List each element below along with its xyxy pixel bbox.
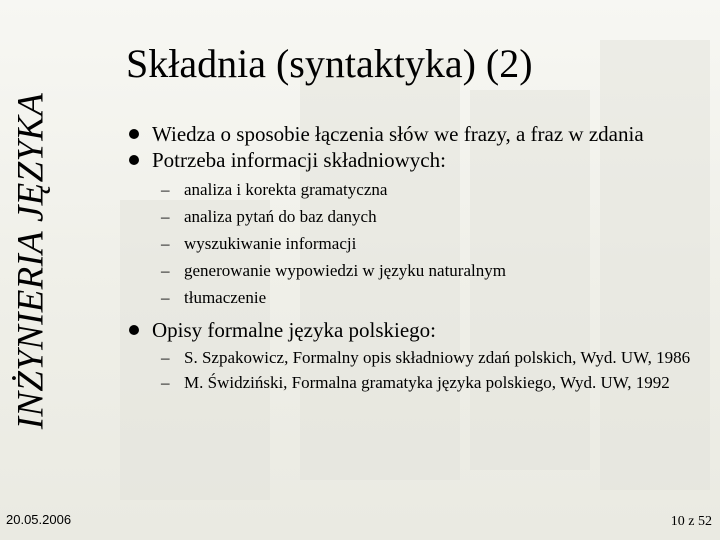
sub-item-text: analiza pytań do baz danych [184,207,377,226]
slide-content [126,123,706,402]
bullet-icon [129,325,139,335]
dash-icon: – [161,261,170,280]
dash-icon: – [161,234,170,253]
bullet-icon [129,155,139,165]
sub-list-item [126,232,706,255]
vertical-course-title-text: INŻYNIERIA JĘZYKA [10,92,52,430]
bullet-text: Opisy formalne języka polskiego: [152,318,437,342]
page-number: 10 z 52 [670,514,712,529]
footer-date: 20.05.2006 [6,512,72,527]
dash-icon: – [161,348,170,367]
dash-icon: – [161,288,170,307]
sub-list-item [126,178,706,201]
dash-icon: – [161,180,170,199]
dash-icon: – [161,207,170,226]
sub-item-text: generowanie wypowiedzi w języku naturalnym [184,261,506,280]
sub-list [126,348,706,392]
slide-title: Składnia (syntaktyka) (2) [126,41,533,86]
bullet-item [126,123,706,146]
sub-list-item [126,286,706,309]
sub-list-item [126,259,706,282]
sub-item-text: M. Świdziński, Formalna gramatyka języka polskiego, Wyd. UW, 1992 [184,373,670,392]
sub-list-item [126,348,706,367]
sub-list [126,178,706,309]
vertical-course-title [8,20,54,502]
bullet-text: Wiedza o sposobie łączenia słów we frazy, a fraz w zdania [152,122,644,146]
sub-item-text: wyszukiwanie informacji [184,234,357,253]
bullet-item [126,319,706,342]
bullet-text: Potrzeba informacji składniowych: [152,148,446,172]
sub-list-item [126,373,706,392]
sub-item-text: S. Szpakowicz, Formalny opis składniowy zdań polskich, Wyd. UW, 1986 [184,348,691,367]
sub-list-item [126,205,706,228]
sub-item-text: analiza i korekta gramatyczna [184,180,388,199]
bullet-item [126,149,706,172]
dash-icon: – [161,373,170,392]
sub-item-text: tłumaczenie [184,288,267,307]
bullet-icon [129,129,139,139]
